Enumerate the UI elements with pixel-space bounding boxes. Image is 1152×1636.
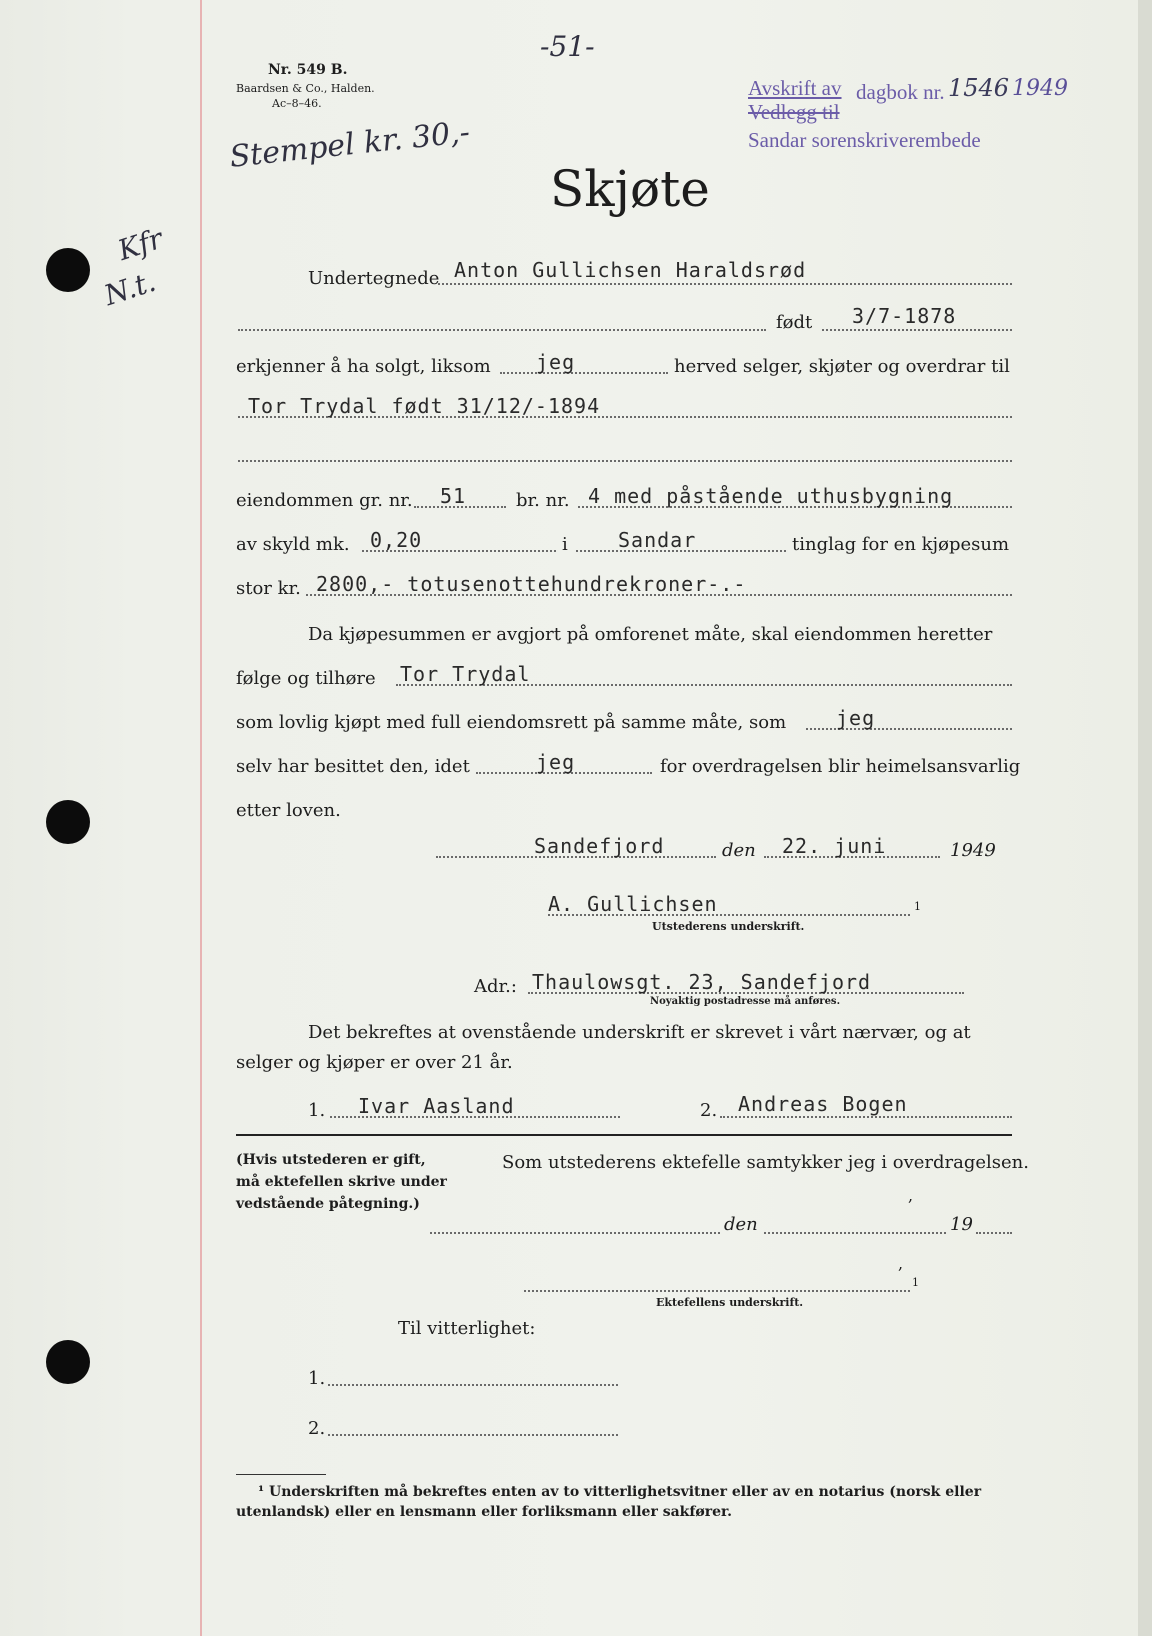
br-nr: 4 med påstående uthusbygning bbox=[588, 484, 954, 508]
address-value: Thaulowsgt. 23, Sandefjord bbox=[532, 970, 872, 994]
stamp-vedlegg: Vedlegg til bbox=[748, 100, 840, 124]
stamp-dagbok-number: 1546 bbox=[948, 74, 1010, 102]
footnote-line-2: utenlandsk) eller en lensmann eller forliksmann eller sakfører. bbox=[236, 1504, 732, 1520]
witness-1-name: Ivar Aasland bbox=[358, 1094, 515, 1118]
undertegnede-label: Undertegnede bbox=[308, 268, 440, 289]
pronoun-3: jeg bbox=[536, 750, 576, 774]
br-label: br. nr. bbox=[516, 490, 570, 511]
blank-line bbox=[238, 329, 766, 331]
page-edge bbox=[1138, 0, 1152, 1636]
stor-label: stor kr. bbox=[236, 578, 301, 599]
form-printer: Baardsen & Co., Halden. bbox=[236, 82, 375, 95]
dateline-den: den bbox=[722, 840, 756, 861]
vitterlighet-line-2 bbox=[328, 1434, 618, 1436]
folge-label: følge og tilhøre bbox=[236, 668, 376, 689]
spouse-place-line bbox=[430, 1232, 720, 1234]
dateline-year: 1949 bbox=[950, 840, 996, 861]
place: Sandar bbox=[618, 528, 697, 552]
spouse-caption: Ektefellens underskrift. bbox=[656, 1296, 804, 1309]
para2-text: Da kjøpesummen er avgjort på omforenet måte, skal eiendommen heretter bbox=[308, 624, 993, 645]
dateline-date: 22. juni bbox=[782, 834, 887, 858]
page-number: -51- bbox=[540, 30, 595, 63]
price: 2800,- totusenottehundrekroner-.- bbox=[316, 572, 747, 596]
punch-hole bbox=[46, 1340, 90, 1384]
margin-rule bbox=[200, 0, 202, 1636]
selv-label: selv har besittet den, idet bbox=[236, 756, 470, 777]
address-label: Adr.: bbox=[474, 976, 517, 997]
stamp-office: Sandar sorenskriverembede bbox=[748, 128, 981, 152]
stempel-note: Stempel kr. 30,- bbox=[228, 114, 472, 175]
spouse-note-3: vedstående påtegning.) bbox=[236, 1196, 420, 1212]
gr-nr: 51 bbox=[440, 484, 467, 508]
witness-text-2: selger og kjøper er over 21 år. bbox=[236, 1052, 513, 1073]
witness-2-name: Andreas Bogen bbox=[738, 1092, 908, 1116]
stamp-dagbok: dagbok nr. bbox=[856, 80, 945, 104]
pronoun-1: jeg bbox=[536, 350, 576, 374]
spouse-den: den bbox=[724, 1214, 758, 1235]
seller-name: Anton Gullichsen Haraldsrød bbox=[454, 258, 807, 282]
witness-text-1: Det bekreftes at ovenstående underskrift er skrevet i vårt nærvær, og at bbox=[308, 1022, 971, 1043]
address-caption: Noyaktig postadresse må anføres. bbox=[650, 996, 841, 1007]
skyld: 0,20 bbox=[370, 528, 423, 552]
fodt-label: født bbox=[776, 312, 813, 333]
seller-birth: 3/7-1878 bbox=[852, 304, 957, 328]
dateline-place: Sandefjord bbox=[534, 834, 665, 858]
vitterlighet-line-1 bbox=[328, 1384, 618, 1386]
pronoun-line-1 bbox=[500, 372, 668, 374]
vitterlighet-label: Til vitterlighet: bbox=[398, 1318, 536, 1339]
signature-caption: Utstederens underskrift. bbox=[652, 920, 805, 933]
spouse-year: 19 bbox=[950, 1214, 973, 1235]
witness-2-line bbox=[720, 1116, 1012, 1118]
spouse-footnote-mark: 1 bbox=[912, 1276, 919, 1289]
margin-note-1: Kfr bbox=[113, 221, 167, 268]
spouse-signature-line bbox=[524, 1290, 910, 1292]
footnote-rule bbox=[236, 1474, 326, 1475]
spouse-note-1: (Hvis utstederen er gift, bbox=[236, 1152, 426, 1168]
spouse-comma-1: , bbox=[908, 1186, 914, 1205]
signature-name: A. Gullichsen bbox=[548, 892, 718, 916]
erkjenner-label: erkjenner å ha solgt, liksom bbox=[236, 356, 491, 377]
spouse-note-2: må ektefellen skrive under bbox=[236, 1174, 447, 1190]
stamp-year: 1949 bbox=[1012, 76, 1068, 101]
vitterlighet-number-2: 2. bbox=[308, 1418, 326, 1439]
spouse-consent: Som utstederens ektefelle samtykker jeg i overdragelsen. bbox=[502, 1152, 1029, 1173]
lovlig-label: som lovlig kjøpt med full eiendomsrett på samme måte, som bbox=[236, 712, 787, 733]
seller-name-line bbox=[438, 283, 1012, 285]
buyer-short: Tor Trydal bbox=[400, 662, 531, 686]
form-number: Nr. 549 B. bbox=[268, 62, 348, 78]
for-label: for overdragelsen blir heimelsansvarlig bbox=[660, 756, 1021, 777]
spouse-year-line bbox=[976, 1232, 1012, 1234]
witness-2-number: 2. bbox=[700, 1100, 718, 1121]
punch-hole bbox=[46, 248, 90, 292]
eiendommen-label: eiendommen gr. nr. bbox=[236, 490, 413, 511]
i-label: i bbox=[562, 534, 568, 555]
vitterlighet-number-1: 1. bbox=[308, 1368, 326, 1389]
buyer-full: Tor Trydal født 31/12/-1894 bbox=[248, 394, 601, 418]
margin-note-2: N.t. bbox=[100, 264, 160, 313]
spouse-comma-2: , bbox=[898, 1254, 904, 1273]
signature-footnote-mark: 1 bbox=[914, 900, 921, 913]
footnote-line-1: ¹ Underskriften må bekreftes enten av to vitterlighetsvitner eller av en notarius (norsk eller bbox=[258, 1484, 982, 1500]
stamp-avskrift: Avskrift av bbox=[748, 76, 842, 100]
blank-line bbox=[238, 460, 1012, 462]
witness-1-number: 1. bbox=[308, 1100, 326, 1121]
punch-hole bbox=[46, 800, 90, 844]
form-code: Ac–8–46. bbox=[272, 97, 322, 110]
document-title: Skjøte bbox=[550, 160, 710, 218]
birth-line bbox=[822, 329, 1012, 331]
herved-label: herved selger, skjøter og overdrar til bbox=[674, 356, 1010, 377]
tinglag-label: tinglag for en kjøpesum bbox=[792, 534, 1010, 555]
section-divider bbox=[236, 1134, 1012, 1136]
skyld-label: av skyld mk. bbox=[236, 534, 350, 555]
etter-label: etter loven. bbox=[236, 800, 341, 821]
spouse-date-line bbox=[764, 1232, 946, 1234]
pronoun-2: jeg bbox=[836, 706, 876, 730]
